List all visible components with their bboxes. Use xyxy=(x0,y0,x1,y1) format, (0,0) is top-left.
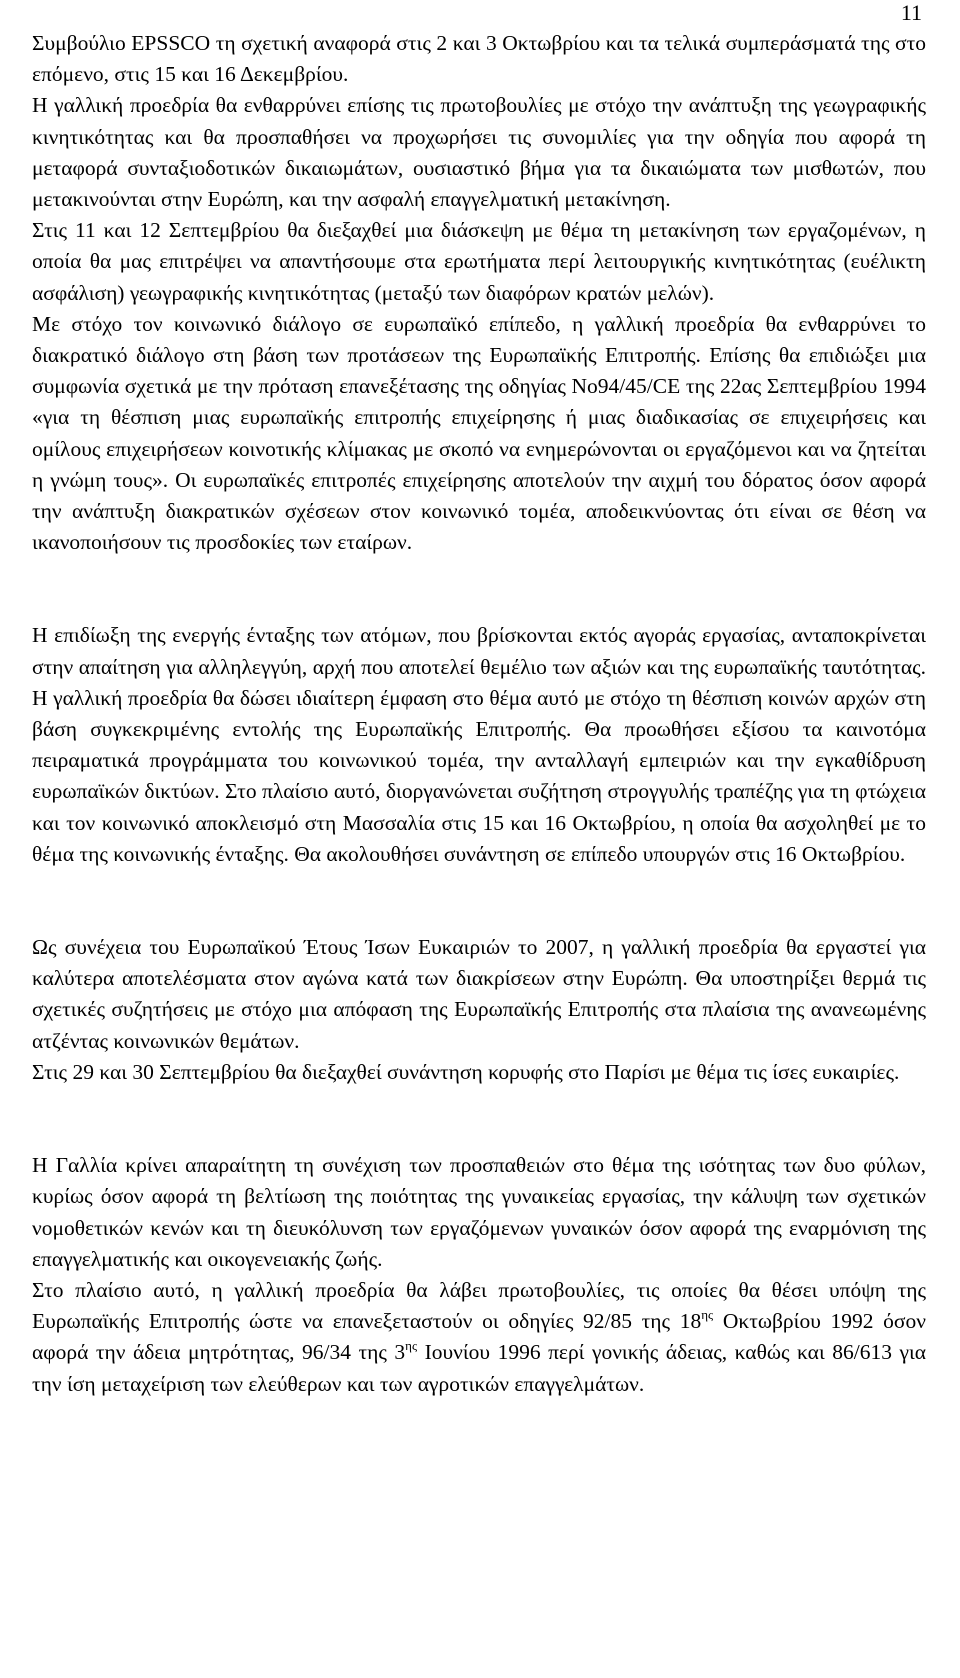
page-number: 11 xyxy=(900,0,922,25)
superscript-ordinal: ης xyxy=(701,1307,714,1323)
directives-text-part1: Στο πλαίσιο αυτό, η γαλλική προεδρία θα λάβει πρωτοβουλίες, τις οποίες θα θέσει υπόψη της Ευρωπαϊκής Επιτροπής ώστε να επανεξεταστούν οι οδηγίες 92/85 της 18 xyxy=(32,1277,926,1334)
directives-text-part3: Ιουνίου 1996 περί γονικής άδειας, καθώς και 86/613 για την ίση μεταχείριση των ελεύθερων και των αγροτικών επαγγελμάτων. xyxy=(32,1340,926,1396)
paragraph-mobility-conference: Στις 11 και 12 Σεπτεμβρίου θα διεξαχθεί μια διάσκεψη με θέμα τη μετακίνηση των εργαζομένων, η οποία θα μας επιτρέψει να απαντήσουμε στα ερωτήματα περί λειτουργικής κινητικότητας (ευέλικτη ασφάλιση) γεωγραφικής κινητικότητας (μεταξύ των διαφόρων κρατών μελών). xyxy=(32,218,926,305)
paragraph-gap xyxy=(32,870,926,932)
directives-text-part2: Οκτωβρίου 1992 όσον αφορά την άδεια μητρότητας, 96/34 της 3 xyxy=(32,1309,926,1365)
paragraph-active-inclusion: Η επιδίωξη της ενεργής ένταξης των ατόμων, που βρίσκονται εκτός αγοράς εργασίας, ανταποκρίνεται στην απαίτηση για αλληλεγγύη, αρχή που αποτελεί θεμέλιο των αξιών και της ευρωπαϊκής ταυτότητας. Η γαλλική προεδρία θα δώσει ιδιαίτερη έμφαση στο θέμα αυτό με στόχο τη θέσπιση κοινών αρχών στη βάση συγκεκριμένης εντολής της Ευρωπαϊκής Επιτροπής. Θα προωθήσει εξίσου τα καινοτόμα πειραματικά προγράμματα του κοινωνικού τομέα, την ανταλλαγή εμπειριών και την εγκαθίδρυση ευρωπαϊκών δικτύων. Στο πλαίσιο αυτό, διοργανώνεται συζήτηση στρογγυλής τραπέζης για τη φτώχεια και τον κοινωνικό αποκλεισμό στη Μασσαλία στις 15 και 16 Οκτωβρίου, η οποία θα ασχοληθεί με το θέμα της κοινωνικής ένταξης. Θα ακολουθήσει συνάντηση σε επίπεδο υπουργών στις 16 Οκτωβρίου. xyxy=(32,623,926,866)
paragraph-geographic-mobility: Η γαλλική προεδρία θα ενθαρρύνει επίσης τις πρωτοβουλίες με στόχο την ανάπτυξη της γεωγραφικής κινητικότητας και θα προσπαθήσει να προχωρήσει τις συνομιλίες για την οδηγία που αφορά τη μεταφορά συνταξιοδοτικών δικαιωμάτων, ουσιαστικό βήμα για τα δικαιώματα των μισθωτών, που μετακινούνται στην Ευρώπη, και την ασφαλή επαγγελματική μετακίνηση. xyxy=(32,93,926,212)
paragraph-directives-review xyxy=(32,1275,926,1400)
document-body xyxy=(32,28,926,1400)
paragraph-gap xyxy=(32,558,926,620)
paragraph-equal-opportunities: Ως συνέχεια του Ευρωπαϊκού Έτους Ίσων Ευκαιριών το 2007, η γαλλική προεδρία θα εργαστεί για καλύτερα αποτελέσματα στον αγώνα κατά των διακρίσεων στην Ευρώπη. Θα υποστηρίξει θερμά τις σχετικές συζητήσεις με στόχο μια απόφαση της Ευρωπαϊκής Επιτροπής στα πλαίσια της ανανεωμένης ατζέντας κοινωνικών θεμάτων. xyxy=(32,935,926,1053)
paragraph-paris-summit: Στις 29 και 30 Σεπτεμβρίου θα διεξαχθεί συνάντηση κορυφής στο Παρίσι με θέμα τις ίσες ευκαιρίες. xyxy=(32,1059,900,1084)
paragraph-epssco-report: Συμβούλιο EPSSCO τη σχετική αναφορά στις 2 και 3 Οκτωβρίου και τα τελικά συμπεράσματά της στο επόμενο, στις 15 και 16 Δεκεμβρίου. xyxy=(32,31,926,87)
paragraph-social-dialogue: Με στόχο τον κοινωνικό διάλογο σε ευρωπαϊκό επίπεδο, η γαλλική προεδρία θα ενθαρρύνει το διακρατικό διάλογο στη βάση των προτάσεων της Ευρωπαϊκής Επιτροπής. Επίσης θα επιδιώξει μια συμφωνία σχετικά με την πρόταση επανεξέτασης της οδηγίας Νο94/45/CE της 22ας Σεπτεμβρίου 1994 «για τη θέσπιση μιας ευρωπαϊκής επιτροπής επιχείρησης ή μιας διαδικασίας σε επιχειρήσεις και ομίλους επιχειρήσεων κοινοτικής κλίμακας με σκοπό να ενημερώνονται οι εργαζόμενοι και να ζητείται η γνώμη τους». Οι ευρωπαϊκές επιτροπές επιχείρησης αποτελούν την αιχμή του δόρατος όσον αφορά την ανάπτυξη διακρατικών σχέσεων στον κοινωνικό τομέα, αποδεικνύοντας ότι είναι σε θέση να ικανοποιήσουν τις προσδοκίες των εταίρων. xyxy=(32,311,926,555)
superscript-ordinal: ης xyxy=(405,1338,418,1354)
paragraph-gap xyxy=(32,1088,926,1150)
paragraph-gender-equality: Η Γαλλία κρίνει απαραίτητη τη συνέχιση των προσπαθειών στο θέμα της ισότητας των δυο φύλων, κυρίως όσον αφορά τη βελτίωση της ποιότητας της γυναικείας εργασίας, την κάλυψη των σχετικών νομοθετικών κενών και τη διευκόλυνση των εργαζόμενων γυναικών όσον αφορά της εναρμόνιση της επαγγελματικής και οικογενειακής ζωής. xyxy=(32,1153,926,1271)
